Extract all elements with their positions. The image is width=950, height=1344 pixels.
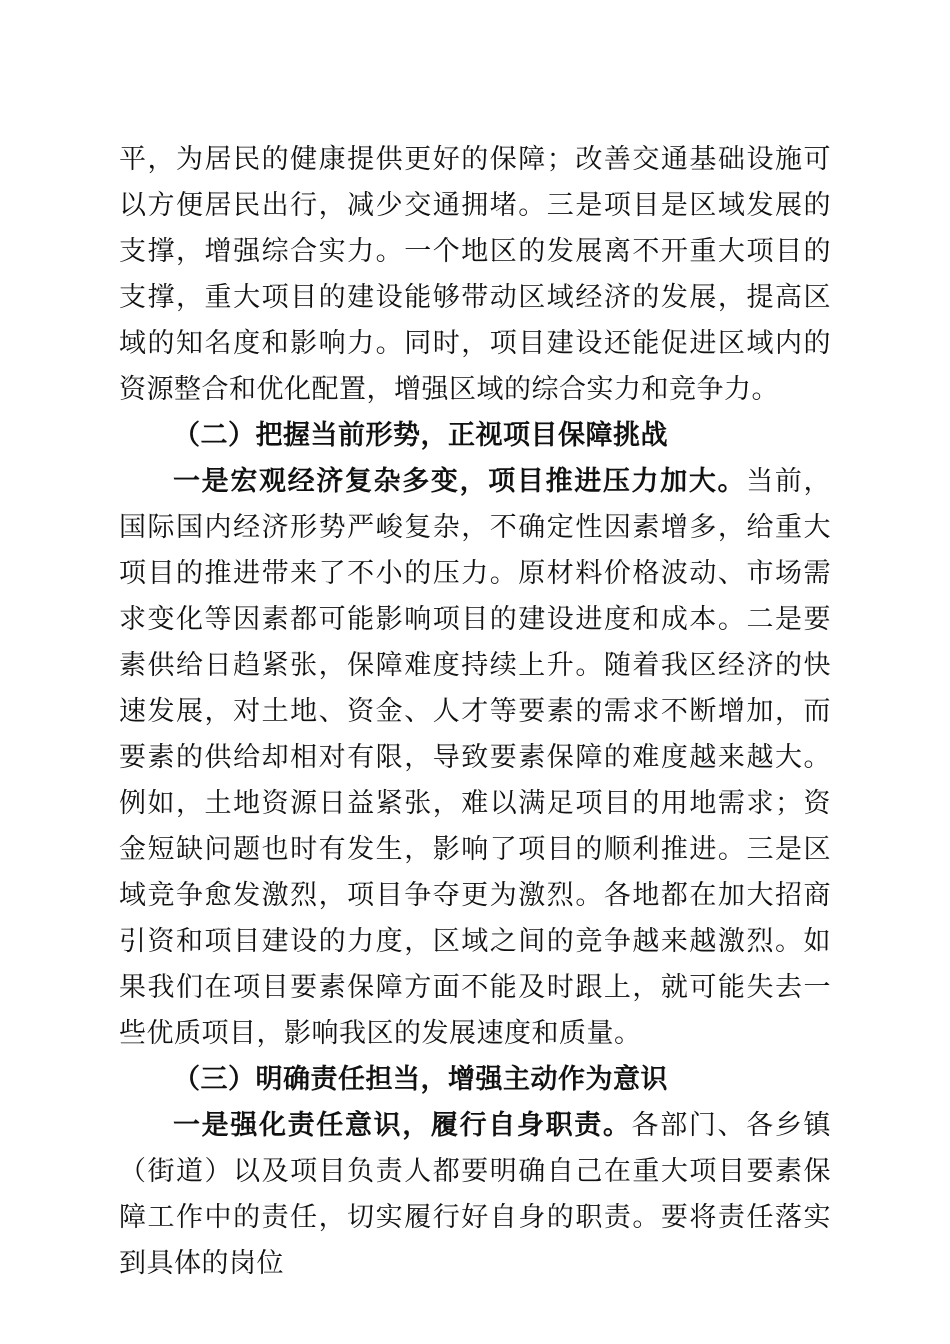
paragraph-responsibility	[119, 1103, 831, 1287]
section-heading-text: （二）把握当前形势，正视项目保障挑战	[173, 420, 668, 451]
paragraph-lead: 一是强化责任意识，履行自身职责。	[173, 1110, 632, 1141]
paragraph-challenges	[119, 459, 831, 1057]
paragraph-continued	[119, 137, 831, 413]
section-heading-text: （三）明确责任担当，增强主动作为意识	[173, 1064, 668, 1095]
paragraph-text: 当前，国际国内经济形势严峻复杂，不确定性因素增多，给重大项目的推进带来了不小的压力。原材料价格波动、市场需求变化等因素都可能影响项目的建设进度和成本。二是要素供给日趋紧张，保障难度持续上升。随着我区经济的快速发展，对土地、资金、人才等要素的需求不断增加，而要素的供给却相对有限，导致要素保障的难度越来越大。例如，土地资源日益紧张，难以满足项目的用地需求；资金短缺问题也时有发生，影响了项目的顺利推进。三是区域竞争愈发激烈，项目争夺更为激烈。各地都在加大招商引资和项目建设的力度，区域之间的竞争越来越激烈。如果我们在项目要素保障方面不能及时跟上，就可能失去一些优质项目，影响我区的发展速度和质量。	[119, 466, 832, 1049]
section-heading-2	[119, 413, 831, 459]
paragraph-lead: 一是宏观经济复杂多变，项目推进压力加大。	[173, 466, 747, 497]
section-heading-3	[119, 1057, 831, 1103]
document-body	[119, 137, 831, 1287]
paragraph-text: 各部门、各乡镇（街道）以及项目负责人都要明确自己在重大项目要素保障工作中的责任，切实履行好自身的职责。要将责任落实到具体的岗位	[119, 1110, 832, 1279]
paragraph-text: 平，为居民的健康提供更好的保障；改善交通基础设施可以方便居民出行，减少交通拥堵。三是项目是区域发展的支撑，增强综合实力。一个地区的发展离不开重大项目的支撑，重大项目的建设能够带动区域经济的发展，提高区域的知名度和影响力。同时，项目建设还能促进区域内的资源整合和优化配置，增强区域的综合实力和竞争力。	[119, 144, 831, 405]
